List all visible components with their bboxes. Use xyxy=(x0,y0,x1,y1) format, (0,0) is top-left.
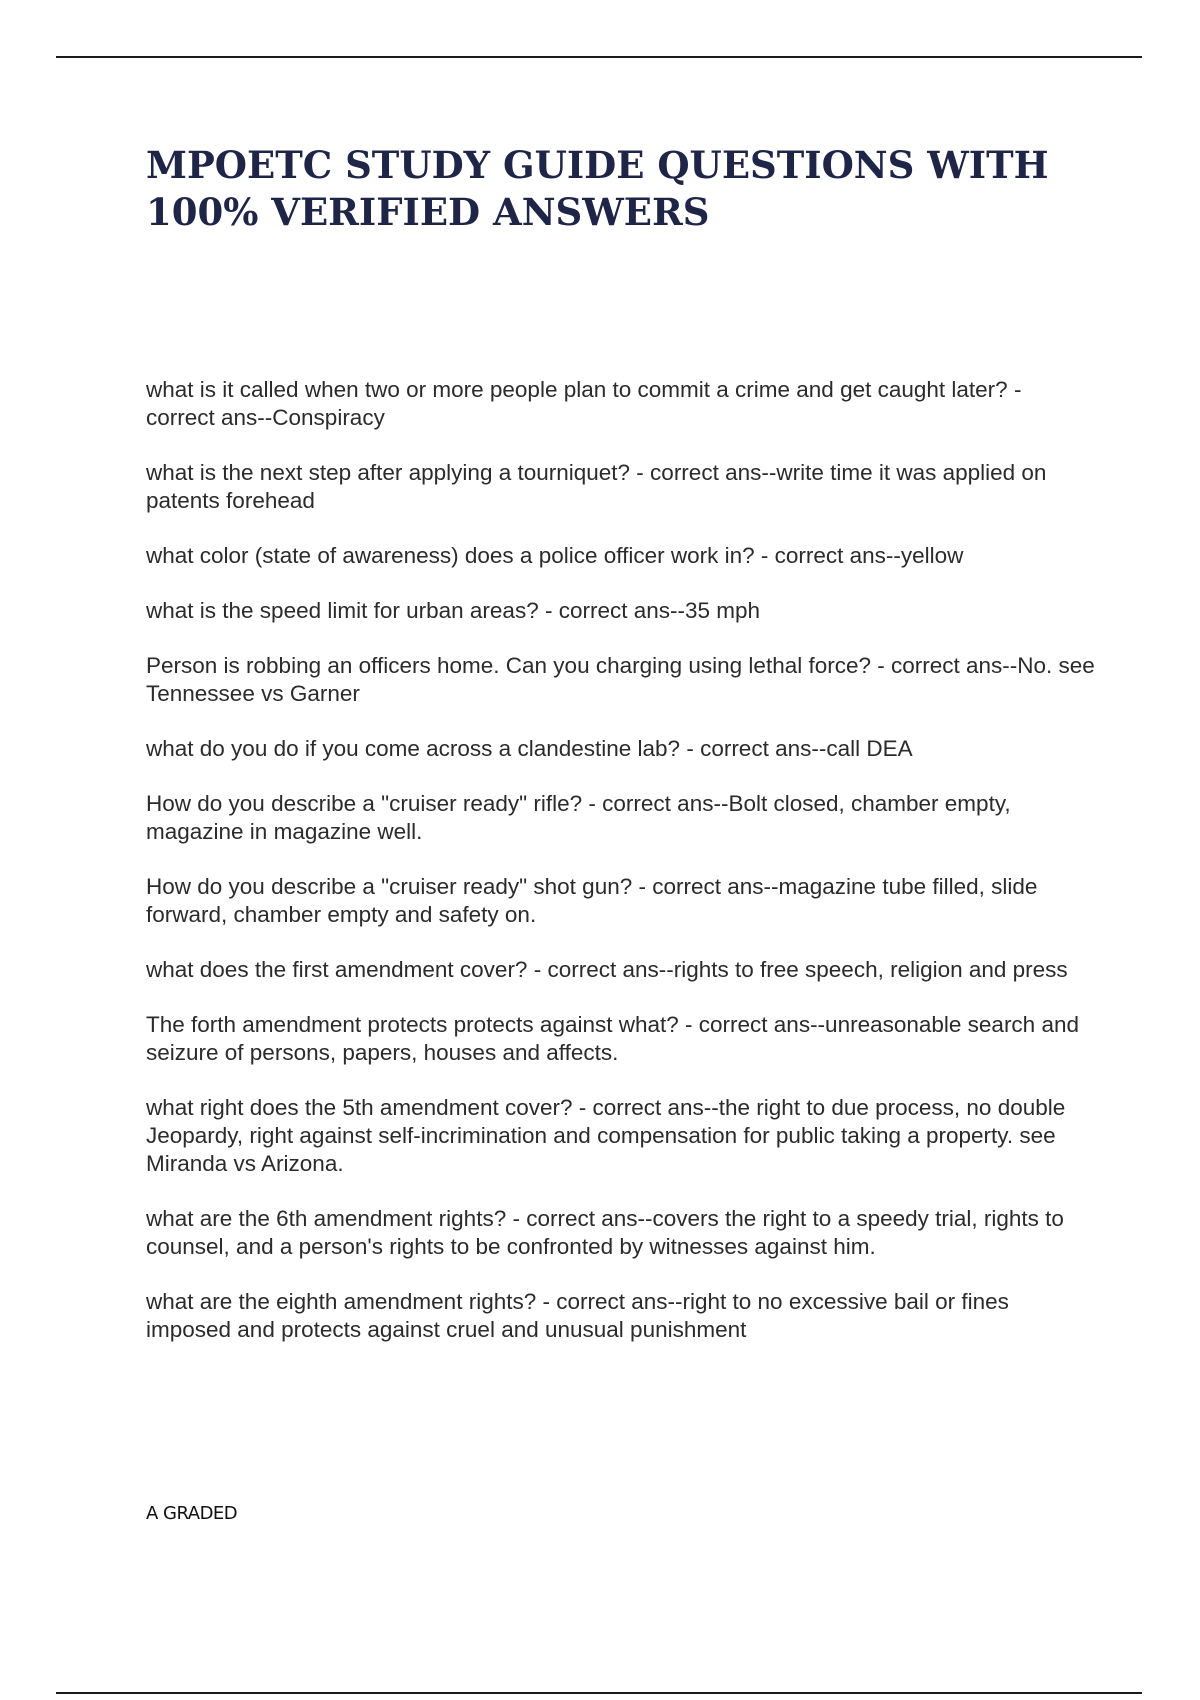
bottom-rule xyxy=(56,1692,1142,1694)
qa-item: what color (state of awareness) does a police officer work in? - correct ans--yellow xyxy=(146,543,964,568)
top-rule xyxy=(56,56,1142,58)
title-line-1: MPOETC STUDY GUIDE QUESTIONS WITH xyxy=(146,143,1049,187)
qa-item: what are the eighth amendment rights? - correct ans--right to no excessive bail or fines imposed and protects against cruel and unusual punishment xyxy=(146,1289,1009,1342)
qa-item: what do you do if you come across a clandestine lab? - correct ans--call DEA xyxy=(146,736,913,761)
qa-item: what does the first amendment cover? - correct ans--rights to free speech, religion and press xyxy=(146,957,1068,982)
qa-item: The forth amendment protects protects against what? - correct ans--unreasonable search and seizure of persons, papers, houses and affects. xyxy=(146,1012,1079,1065)
grade-label: A GRADED xyxy=(146,1503,238,1524)
qa-item: what is it called when two or more people plan to commit a crime and get caught later? - correct ans--Conspiracy xyxy=(146,377,1022,430)
qa-item: what are the 6th amendment rights? - correct ans--covers the right to a speedy trial, rights to counsel, and a person's rights to be confronted by witnesses against him. xyxy=(146,1206,1064,1259)
qa-list xyxy=(146,376,1096,1371)
qa-item: what is the next step after applying a tourniquet? - correct ans--write time it was applied on patents forehead xyxy=(146,460,1047,513)
qa-item: How do you describe a "cruiser ready" rifle? - correct ans--Bolt closed, chamber empty, magazine in magazine well. xyxy=(146,791,1011,844)
title-line-2: 100% VERIFIED ANSWERS xyxy=(146,190,710,234)
qa-item: what right does the 5th amendment cover? - correct ans--the right to due process, no double Jeopardy, right against self-incrimination and compensation for public taking a property. see Miranda vs Arizona. xyxy=(146,1095,1066,1176)
qa-item: How do you describe a "cruiser ready" shot gun? - correct ans--magazine tube filled, slide forward, chamber empty and safety on. xyxy=(146,874,1038,927)
qa-item: Person is robbing an officers home. Can you charging using lethal force? - correct ans--No. see Tennessee vs Garner xyxy=(146,653,1095,706)
qa-item: what is the speed limit for urban areas? - correct ans--35 mph xyxy=(146,598,761,623)
document-title xyxy=(146,142,1106,236)
